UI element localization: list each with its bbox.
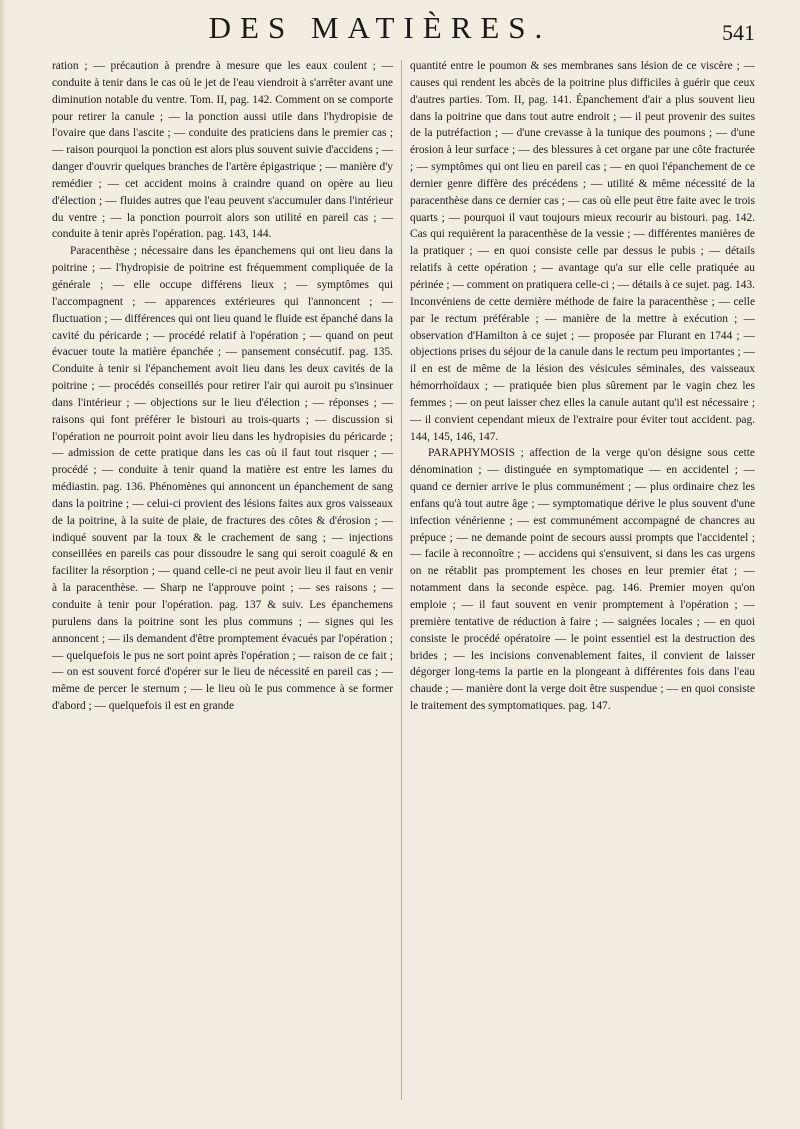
index-entry: quantité entre le poumon & ses membranes sans lésion de ce viscère ; — causes qui rendent les abcès de la poitrine plus difficiles à guérir que ceux d'autres parties. Tom. II, pag. 141. Épanchement d'air a plus souvent lieu dans la poitrine que dans tout autre endroit ; — il peut provenir des suites de la putréfaction ; — d'une crevasse à la tunique des poumons ; — d'une érosion à leur surface ; — des blessures à cet organe par une côte fracturée ; — symptômes qui ont lieu en pareil cas ; — en quoi l'épanchement de ce dernier genre diffère des précédens ; — utilité & même nécessité de la paracenthèse dans ce dernier cas ; — cas où elle peut être faite avec le trois quarts ; — pourquoi il vaut toujours mieux recourir au bistouri. pag. 142. Cas qui requièrent la paracenthèse de la vessie ; — différentes manières de la pratiquer ; — en quoi consiste celle par dessus le pubis ; — détails relatifs à cette opération ; — avantage qu'a sur elle celle pratiquée au périnée ; — comment on pratiquera celle-ci ; — détails à ce sujet. pag. 143. Inconvéniens de cette dernière méthode de faire la paracenthèse ; — celle par le rectum préférable ; — manière de la mettre à exécution ; — observation d'Hamilton à ce sujet ; — proposée par Flurant en 1744 ; — objections prises du séjour de la canule dans le rectum peu importantes ; — il en est de même de la lésion des vésicules séminales, des vaisseaux hémorrhoïdaux ; — pratiquée bien plus sûrement par le vagin chez les femmes ; — on peut laisser chez elles la canule autant qu'il est nécessaire ; — il convient cependant mieux de l'extraire pour éviter tout accident. pag. 144, 145, 146, 147. [410, 60, 755, 443]
column-divider [401, 60, 402, 1100]
index-entry: ration ; — précaution à prendre à mesure que les eaux coulent ; — conduite à tenir dans le cas où le jet de l'eau viendroit à s'arrêter avant une diminution notable du ventre. Tom. II, pag. 142. Comment on se comporte pour retirer la canule ; — la ponction aussi utile dans l'hydropisie de l'ovaire que dans l'ascite ; — conduite des praticiens dans le premier cas ; — raison pourquoi la ponction est alors plus souvent suivie d'accidens ; — danger d'ouvrir quelques branches de l'artère épigastrique ; — manière d'y remédier ; — cet accident moins à craindre quand on opère au lieu d'élection ; — fluides autres que l'eau peuvent s'accumuler dans l'intérieur du ventre ; — la ponction pourroit alors son utilité en pareil cas ; — conduite à tenir après l'opération. pag. 143, 144. [52, 60, 393, 241]
left-column [52, 58, 393, 1118]
index-entry: Paracenthèse ; nécessaire dans les épanchemens qui ont lieu dans la poitrine ; — l'hydropisie de poitrine est fréquemment compliquée de la générale ; — elle occupe différens lieux ; — symptômes qui l'accompagnent ; — apparences extérieures qui l'annoncent ; — fluctuation ; — différences qui ont lieu quand le fluide est épanché dans la cavité du péricarde ; — procédé relatif à l'opération ; — quand on peut évacuer toute la matière épanchée ; — pansement consécutif. pag. 135. Conduite à tenir si l'épanchement avoit lieu dans les deux cavités de la poitrine ; — procédés conseillés pour retirer l'air qui auroit pu s'insinuer dans l'intérieur ; — objections sur le lieu d'élection ; — réponses ; — raisons qui font préférer le bistouri au trois-quarts ; — discussion si l'opération ne pourroit point avoir lieu dans les hydropisies du péricarde ; — admission de cette pratique dans les cas où il faut tout risquer ; — procédé ; — conduite à tenir quand la matière est entre les lames du médiastin. pag. 136. Phénomènes qui annoncent un épanchement de sang dans la poitrine ; — celui-ci provient des lésions faites aux gros vaisseaux de la poitrine, à la suite de plaie, de fractures des côtes & d'érosion ; — indiqué souvent par la toux & le crachement de sang ; — injections conseillées en pareils cas pour dissoudre le sang qui seroit coagulé & en faciliter la résorption ; — quand celle-ci ne peut avoir lieu il faut en venir à la paracenthèse. — Sharp ne l'approuve point ; — ses raisons ; — conduite à tenir pour l'opération. pag. 137 & suiv. Les épanchemens purulens dans la poitrine sont les plus communs ; — signes qui les annoncent ; — ils demandent d'être promptement évacués par l'opération ; — quelquefois le pus ne sort point après l'opération ; — raison de ce fait ; — on est souvent forcé d'opérer sur le lieu de nécessité en pareil cas ; — même de percer le sternum ; — le lieu où le pus commence à se former d'abord ; — quelquefois il est en grande [52, 245, 393, 713]
running-head: DES MATIÈRES. [208, 10, 552, 45]
page-gutter-shadow [0, 0, 6, 1129]
right-column [410, 58, 755, 1118]
page-number: 541 [722, 20, 755, 45]
page-header [0, 8, 800, 52]
index-entry: PARAPHYMOSIS ; affection de la verge qu'on désigne sous cette dénomination ; — distinguée en symptomatique — en accidentel ; — quand ce dernier arrive le plus communément ; — plus ordinaire chez les enfans qu'à tout autre âge ; — symptomatique dérive le plus souvent d'une infection vénérienne ; — est communément accompagné de chancres au prépuce ; — ne demande point de secours aussi prompts que l'accidentel ; — facile à reconnoître ; — accidens qui s'ensuivent, si dans les cas urgens on ne rétablit pas promptement les choses en leur premier état ; — notamment dans la seconde espèce. pag. 146. Premier moyen qu'on emploie ; — il faut souvent en venir promptement à l'opération ; — première tentative de réduction à faire ; — saignées locales ; — en quoi consiste le procédé opératoire — le point essentiel est la destruction des brides ; — les incisions convenablement faites, il convient de laisser dégorger long-tems la partie en la plongeant à différentes fois dans l'eau chaude ; — manière dont la verge doit être suspendue ; — en quoi consiste le traitement des symptomatiques. pag. 147. [410, 447, 755, 713]
